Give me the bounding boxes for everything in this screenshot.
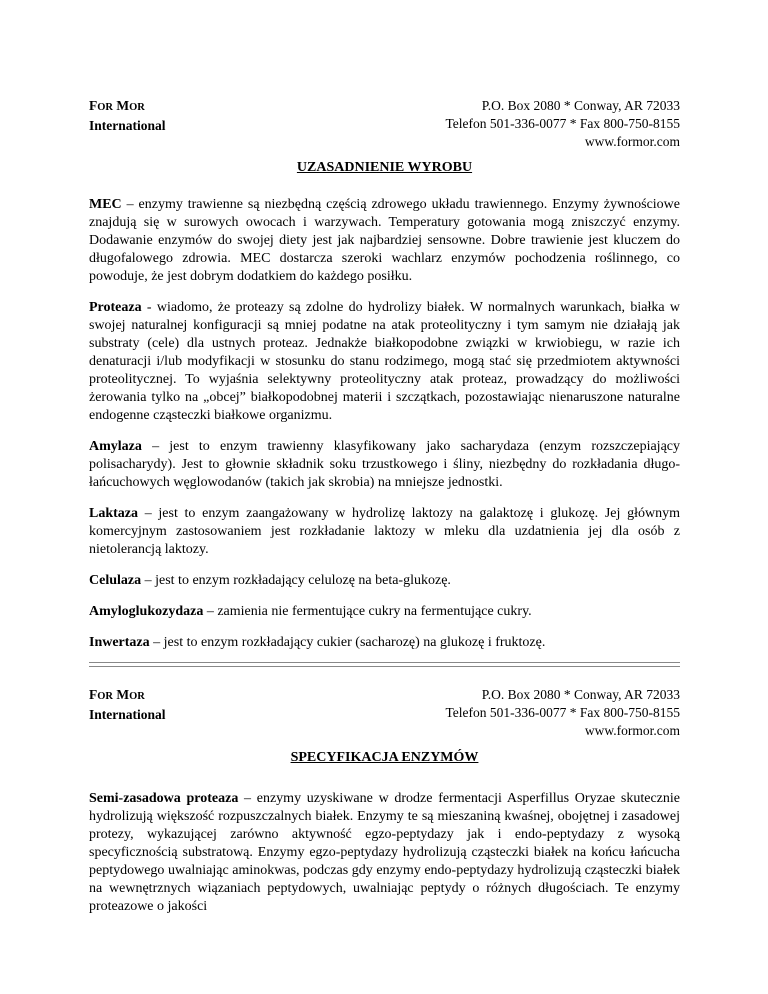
company-address [445,686,680,740]
company-line2: International [89,707,166,722]
paragraph-amyloglukozydaza [89,603,680,621]
company-smallcaps-or: OR [97,102,113,113]
company-line2: International [89,118,166,133]
term-inwertaza: Inwertaza [89,635,150,650]
company-initial-f: F [89,687,98,702]
company-address [445,97,680,151]
paragraph-text: – jest to enzym rozkładający celulozę na beta-glukozę. [141,573,451,588]
paragraph-inwertaza [89,634,680,652]
address-line1: P.O. Box 2080 * Conway, AR 72033 [481,98,680,113]
paragraph-mec [89,196,680,286]
term-proteaza: Proteaza [89,300,142,315]
paragraph-text: – zamienia nie fermentujące cukry na fermentujące cukry. [203,604,532,619]
paragraph-text: – jest to enzym trawienny klasyfikowany jako sacharydaza (enzym rozszczepiający polisacharydy). Jest to głownie składnik soku trzustkowego i śliny, niezbędny do rozkładania długo-łańcuchowych węglowodanów (takich jak skrobia) na mniejsze jednostki. [89,439,680,490]
company-smallcaps-or2: OR [129,691,145,702]
paragraph-celulaza [89,572,680,590]
section-1 [89,97,680,652]
paragraph-amylaza [89,438,680,492]
section-title: SPECYFIKACJA ENZYMÓW [290,750,479,765]
paragraph-text: – enzymy uzyskiwane w drodze fermentacji Asperfillus Oryzae skutecznie hydrolizują większość rozpuszczalnych białek. Enzymy te są mieszaniną kwaśnej, obojętnej i zasadowej protezy, wykazującej zarówno aktywność egzo-peptydazy jak i endo-peptydazy z wysoką specyficznością substratową. Enzymy egzo-peptydazy hydrolizują cząsteczki białek na końcu łańcucha peptydowego uwalniając aminokwas, podczas gdy enzymy endo-peptydazy hydrolizują cząsteczki białek na wewnętrznych wiązaniach peptydowych, uwalniając peptydy o różnych długościach. Te enzymy proteazowe o jakości [89,791,680,914]
address-line2: Telefon 501-336-0077 * Fax 800-750-8155 [445,705,680,720]
term-amyloglukozydaza: Amyloglukozydaza [89,604,204,619]
term-mec: MEC [89,197,122,212]
company-name [89,97,166,135]
paragraph-text: – enzymy trawienne są niezbędną częścią zdrowego układu trawiennego. Enzymy żywnościowe znajdują się w surowych owocach i warzywach. Temperatury gotowania mogą zniszczyć enzymy. Dodawanie enzymów do swojej diety jest jak najbardziej sensowne. Dobre trawienie jest kluczem do długofalowego zdrowia. MEC dostarcza szeroki wachlarz enzymów pochodzenia roślinnego, co powoduje, że jest dobrym dodatkiem do każdego posiłku. [89,197,680,284]
company-smallcaps-or2: OR [129,102,145,113]
paragraph-text: - wiadomo, że proteazy są zdolne do hydrolizy białek. W normalnych warunkach, białka w swojej naturalnej konfiguracji są mniej podatne na atak proteolityczny i tym samym nie działają jak substraty (cele) dla ustnych proteaz. Jednakże białkopodobne związki w krwiobiegu, w razie ich denaturacji i/lub modyfikacji w stosunku do stanu rodzimego, mogą stać się przedmiotem aktywności proteolitycznej. To wyjaśnia selektywny proteolityczny atak proteaz, prowadzący do możliwości żerowania tylko na „obcej” białkopodobnej materii i szczątkach, pozostawiając nienaruszone naturalne endogenne cząsteczki białkowe organizmu. [89,300,680,423]
paragraph-text: – jest to enzym rozkładający cukier (sacharozę) na glukozę i fruktozę. [149,635,546,650]
section-2 [89,686,680,916]
term-celulaza: Celulaza [89,573,142,588]
company-initial-m: M [116,687,130,702]
paragraph-proteaza [89,299,680,425]
term-amylaza: Amylaza [89,439,142,454]
section-divider [89,662,680,667]
company-initial-f: F [89,98,98,113]
website-link[interactable]: www.formor.com [584,134,680,149]
company-name [89,686,166,724]
address-line1: P.O. Box 2080 * Conway, AR 72033 [481,687,680,702]
company-smallcaps-or: OR [97,691,113,702]
paragraph-text: – jest to enzym zaangażowany w hydrolizę laktozy na galaktozę i glukozę. Jej głównym komercyjnym zastosowaniem jest rozkładanie laktozy w mleku dla uzdatnienia jej dla osób z nietolerancją laktozy. [89,506,680,557]
term-semi-zasadowa-proteaza: Semi-zasadowa proteaza [89,791,239,806]
address-line2: Telefon 501-336-0077 * Fax 800-750-8155 [445,116,680,131]
letterhead [89,686,680,746]
section-title: UZASADNIENIE WYROBU [296,160,473,175]
paragraph-laktaza [89,505,680,559]
website-link[interactable]: www.formor.com [584,723,680,738]
company-initial-m: M [116,98,130,113]
paragraph-semi-zasadowa-proteaza [89,790,680,916]
letterhead [89,97,680,157]
term-laktaza: Laktaza [89,506,138,521]
